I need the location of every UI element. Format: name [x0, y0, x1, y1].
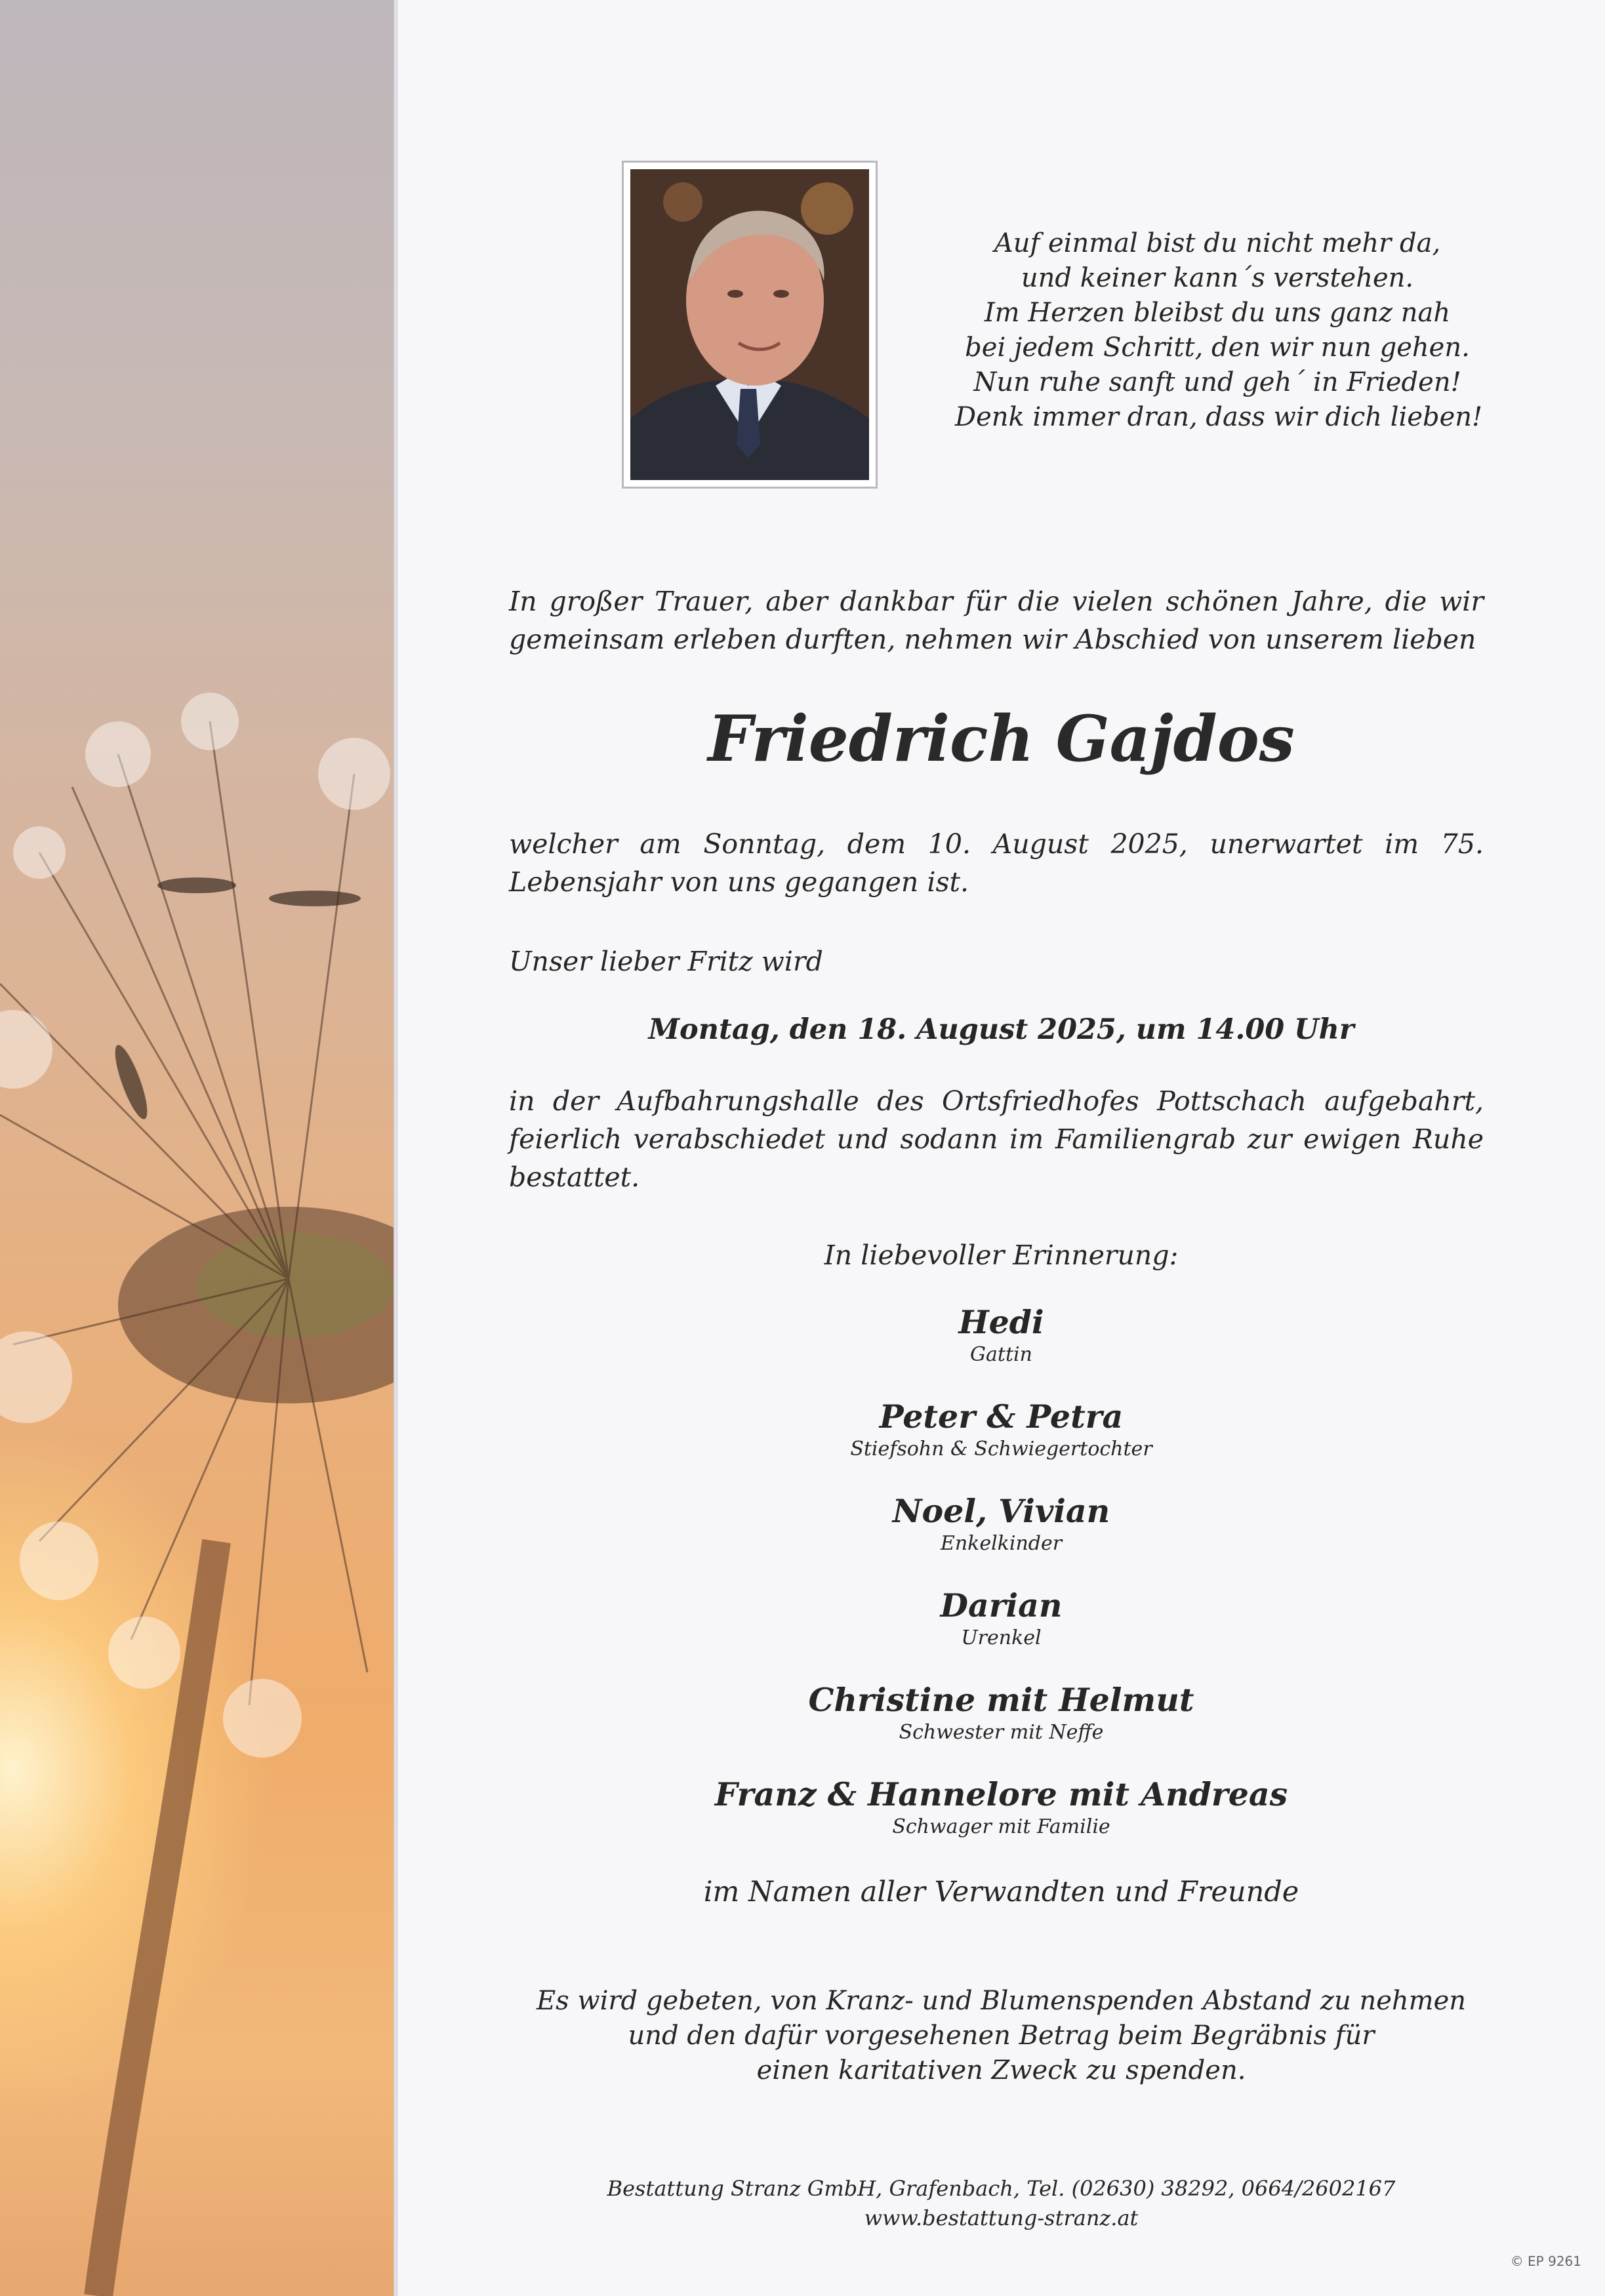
mourner-entry — [397, 1491, 1605, 1585]
mourner-name: Noel, Vivian — [892, 1492, 1110, 1530]
request-line: Es wird gebeten, von Kranz- und Blumenspenden Abstand zu nehmen — [536, 1986, 1467, 2016]
form-code: © EP 9261 — [1510, 2253, 1581, 2269]
poem — [955, 226, 1483, 435]
poem-line: und keiner kann´s verstehen. — [1021, 263, 1414, 293]
request-line: und den dafür vorgesehenen Betrag beim Begräbnis für — [628, 2021, 1375, 2051]
portrait-figure-icon — [630, 169, 869, 480]
death-text: welcher am Sonntag, dem 10. August 2025, unerwartet im 75. Lebensjahr von uns gegangen ist. — [509, 828, 1484, 898]
portrait-photo — [630, 169, 869, 480]
request-line: einen karitativen Zweck zu spenden. — [756, 2055, 1246, 2085]
mourner-entry — [397, 1396, 1605, 1491]
mourner-name: Darian — [940, 1586, 1063, 1624]
mourner-relation: Urenkel — [961, 1626, 1042, 1649]
poem-line: Auf einmal bist du nicht mehr da, — [994, 228, 1441, 258]
intro-text: In großer Trauer, aber dankbar für die vielen schönen Jahre, die wir gemeinsam erleben durften, nehmen wir Abschied von unserem lieben — [509, 586, 1484, 655]
ceremony-date: Montag, den 18. August 2025, um 14.00 Uhr — [648, 1013, 1354, 1046]
funeral-home-contact: Bestattung Stranz GmbH, Grafenbach, Tel. (02630) 38292, 0664/2602167 — [607, 2176, 1396, 2201]
poem-line: Nun ruhe sanft und geh´ in Frieden! — [973, 367, 1461, 397]
place-text: in der Aufbahrungshalle des Ortsfriedhofes Pottschach aufgebahrt, feierlich verabschiedet und sodann im Familiengrab zur ewigen Ruhe bestattet. — [509, 1085, 1484, 1193]
dandelion-background-band — [0, 0, 394, 2296]
mourner-relation: Schwager mit Familie — [892, 1815, 1110, 1838]
funeral-home-website: www.bestattung-stranz.at — [864, 2205, 1139, 2230]
mourner-entry — [397, 1302, 1605, 1396]
poem-line: Denk immer dran, dass wir dich lieben! — [955, 402, 1483, 432]
dandelion-illustration — [0, 0, 394, 2296]
mourner-list — [397, 1302, 1605, 1868]
fritz-text: Unser lieber Fritz wird — [509, 946, 823, 977]
mourner-entry — [397, 1680, 1605, 1774]
mourner-entry — [397, 1585, 1605, 1680]
mourner-relation: Stiefsohn & Schwiegertochter — [850, 1438, 1152, 1460]
funeral-home-footer — [397, 2174, 1605, 2233]
obituary-notice — [397, 0, 1605, 2296]
portrait-frame — [622, 161, 878, 489]
mourner-name: Hedi — [958, 1303, 1044, 1341]
mourner-name: Franz & Hannelore mit Andreas — [714, 1775, 1288, 1813]
mourner-relation: Gattin — [970, 1343, 1032, 1366]
relatives-text: im Namen aller Verwandten und Freunde — [703, 1876, 1299, 1908]
mourner-name: Peter & Petra — [879, 1398, 1124, 1436]
poem-line: Im Herzen bleibst du uns ganz nah — [984, 298, 1451, 328]
mourner-entry — [397, 1774, 1605, 1868]
deceased-name: Friedrich Gajdos — [708, 702, 1295, 776]
mourner-relation: Schwester mit Neffe — [899, 1721, 1104, 1744]
mourner-relation: Enkelkinder — [940, 1532, 1063, 1555]
donation-request — [397, 1984, 1605, 2088]
poem-line: bei jedem Schritt, den wir nun gehen. — [965, 332, 1470, 363]
mourner-name: Christine mit Helmut — [808, 1681, 1194, 1719]
memory-heading: In liebevoller Erinnerung: — [824, 1239, 1179, 1271]
